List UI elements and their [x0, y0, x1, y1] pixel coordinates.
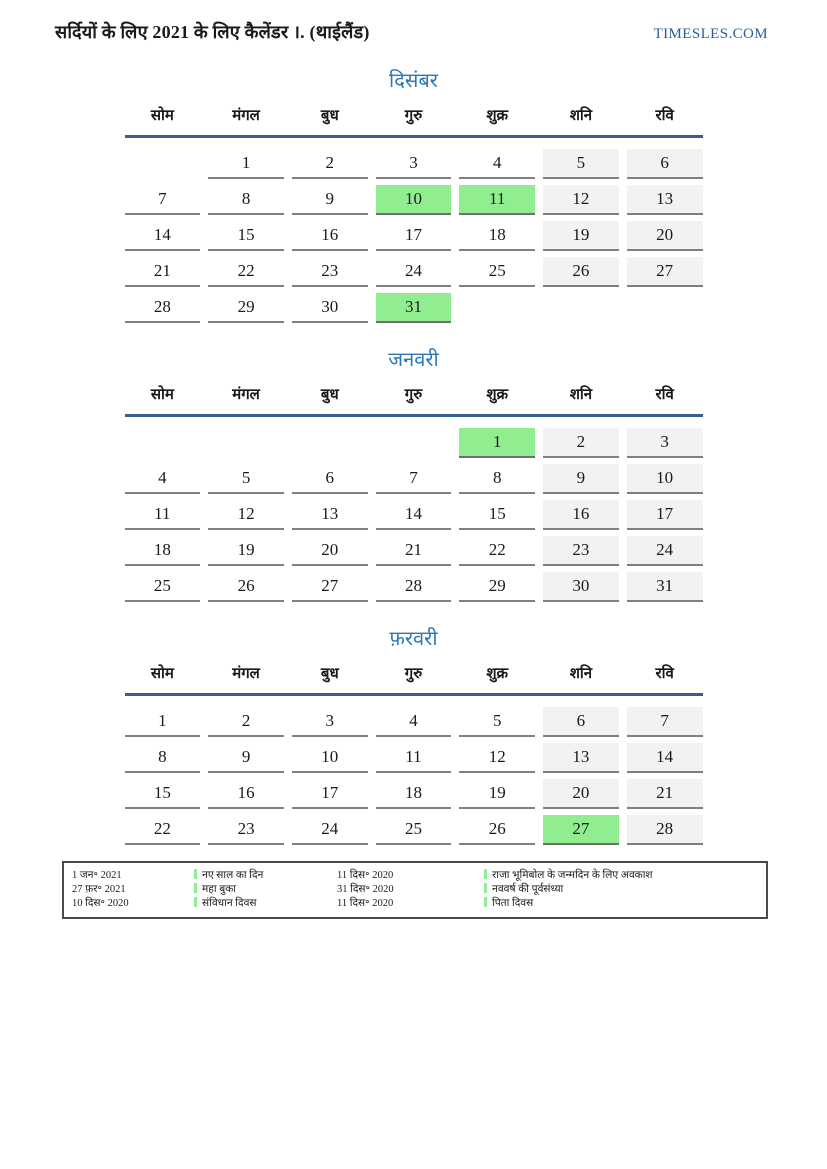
legend-holiday: [194, 897, 337, 910]
month-december: [125, 67, 703, 323]
day-cell: 12: [459, 743, 535, 773]
header: [0, 0, 827, 44]
day-cell: 23: [292, 257, 368, 287]
day-cell: 20: [627, 221, 703, 251]
day-cell: 17: [627, 500, 703, 530]
weekday-label: शनि: [569, 108, 593, 124]
legend-holiday: [484, 883, 758, 896]
day-cell: [376, 428, 452, 456]
legend-box: [62, 861, 768, 919]
day-cell: 15: [208, 221, 284, 251]
day-cell: 7: [627, 707, 703, 737]
day-cell: 19: [543, 221, 619, 251]
day-cell: 2: [208, 707, 284, 737]
day-cell: 31: [376, 293, 452, 323]
weekday-label: मंगल: [232, 108, 260, 124]
month-february: [125, 625, 703, 845]
day-cell: 29: [208, 293, 284, 323]
day-cell: 16: [292, 221, 368, 251]
day-cell: 3: [627, 428, 703, 458]
day-cell: 13: [292, 500, 368, 530]
day-cell: 13: [627, 185, 703, 215]
day-cell: 4: [376, 707, 452, 737]
day-cell: 9: [292, 185, 368, 215]
day-cell: 22: [208, 257, 284, 287]
weekday-label: सोम: [150, 666, 174, 682]
weekday-header-row: [125, 664, 703, 696]
day-cell: 16: [543, 500, 619, 530]
day-cell: 16: [208, 779, 284, 809]
day-cell: 19: [208, 536, 284, 566]
day-cell: 23: [208, 815, 284, 845]
month-title-february: फ़रवरी: [389, 628, 438, 650]
weekday-label: रवि: [655, 666, 674, 682]
day-cell: 1: [208, 149, 284, 179]
day-cell: 4: [125, 464, 201, 494]
weekday-label: बुध: [320, 666, 339, 682]
day-cell: 21: [376, 536, 452, 566]
weekday-label: शनि: [569, 666, 593, 682]
weekday-label: मंगल: [232, 387, 260, 403]
day-cell: 12: [543, 185, 619, 215]
day-cell: 21: [627, 779, 703, 809]
weekday-label: सोम: [150, 387, 174, 403]
weekday-label: मंगल: [232, 666, 260, 682]
day-grid-january: [125, 428, 703, 602]
day-cell: 26: [459, 815, 535, 845]
day-cell: 25: [376, 815, 452, 845]
legend-holiday: [484, 869, 758, 882]
day-cell: 1: [125, 707, 201, 737]
weekday-label: बुध: [320, 387, 339, 403]
legend-holiday: [484, 897, 758, 910]
day-cell: 30: [543, 572, 619, 602]
weekday-label: शुक्र: [486, 666, 509, 682]
day-cell: 27: [627, 257, 703, 287]
day-grid-december: [125, 149, 703, 323]
legend-holiday-name: नए साल का दिन: [202, 870, 264, 881]
weekday-label: गुरु: [404, 666, 423, 682]
calendar-area: [125, 67, 703, 845]
day-cell: 18: [376, 779, 452, 809]
day-cell: 24: [627, 536, 703, 566]
page-title: सर्दियों के लिए 2021 के लिए कैलेंडर ।. (थाईलैंड): [55, 22, 370, 42]
day-cell: [208, 428, 284, 456]
weekday-header-row: [125, 385, 703, 417]
day-cell: 3: [292, 707, 368, 737]
day-cell: 18: [459, 221, 535, 251]
day-cell: 14: [627, 743, 703, 773]
legend-holiday: [194, 883, 337, 896]
weekday-label: शुक्र: [486, 387, 509, 403]
legend-color-bar-icon: [484, 897, 487, 907]
day-cell: 30: [292, 293, 368, 323]
legend-holiday-name: पिता दिवस: [492, 898, 534, 909]
legend-color-bar-icon: [484, 869, 487, 879]
month-title-january: जनवरी: [388, 349, 439, 371]
legend-date: 11 दिस॰ 2020: [337, 898, 394, 909]
month-title-december: दिसंबर: [389, 70, 438, 92]
day-cell: 3: [376, 149, 452, 179]
day-cell: 20: [292, 536, 368, 566]
day-cell: 7: [125, 185, 201, 215]
day-cell: 9: [208, 743, 284, 773]
day-cell: 15: [125, 779, 201, 809]
day-cell: 8: [125, 743, 201, 773]
day-cell: 17: [292, 779, 368, 809]
legend-holiday: [194, 869, 337, 882]
day-cell: 27: [292, 572, 368, 602]
weekday-header-row: [125, 106, 703, 138]
day-cell: 6: [543, 707, 619, 737]
day-cell: 29: [459, 572, 535, 602]
day-cell: 26: [208, 572, 284, 602]
day-cell: 17: [376, 221, 452, 251]
day-cell: 6: [292, 464, 368, 494]
month-january: [125, 346, 703, 602]
legend-color-bar-icon: [194, 883, 197, 893]
day-cell: 10: [376, 185, 452, 215]
day-cell: 4: [459, 149, 535, 179]
day-cell: 24: [376, 257, 452, 287]
day-cell: 31: [627, 572, 703, 602]
day-cell: 11: [376, 743, 452, 773]
day-cell: 18: [125, 536, 201, 566]
day-grid-february: [125, 707, 703, 845]
weekday-label: रवि: [655, 387, 674, 403]
day-cell: 23: [543, 536, 619, 566]
day-cell: 5: [208, 464, 284, 494]
day-cell: 12: [208, 500, 284, 530]
legend-color-bar-icon: [194, 869, 197, 879]
day-cell: 28: [627, 815, 703, 845]
day-cell: [125, 149, 201, 177]
day-cell: 15: [459, 500, 535, 530]
weekday-label: शुक्र: [486, 108, 509, 124]
weekday-label: गुरु: [404, 387, 423, 403]
day-cell: 24: [292, 815, 368, 845]
legend-holiday-name: राजा भूमिबोल के जन्मदिन के लिए अवकाश: [492, 870, 653, 881]
legend-date: 1 जन॰ 2021: [72, 870, 122, 881]
day-cell: [125, 428, 201, 456]
day-cell: 7: [376, 464, 452, 494]
day-cell: 5: [459, 707, 535, 737]
weekday-label: बुध: [320, 108, 339, 124]
day-cell: 27: [543, 815, 619, 845]
day-cell: 1: [459, 428, 535, 458]
day-cell: 25: [125, 572, 201, 602]
day-cell: 28: [125, 293, 201, 323]
day-cell: 2: [543, 428, 619, 458]
site-link[interactable]: TIMESLES.COM: [653, 26, 768, 42]
day-cell: 20: [543, 779, 619, 809]
day-cell: 8: [459, 464, 535, 494]
day-cell: 9: [543, 464, 619, 494]
day-cell: 11: [459, 185, 535, 215]
day-cell: 8: [208, 185, 284, 215]
day-cell: 11: [125, 500, 201, 530]
day-cell: 21: [125, 257, 201, 287]
weekday-label: शनि: [569, 387, 593, 403]
legend-color-bar-icon: [194, 897, 197, 907]
day-cell: 13: [543, 743, 619, 773]
day-cell: 10: [627, 464, 703, 494]
weekday-label: गुरु: [404, 108, 423, 124]
legend-holiday-name: नववर्ष की पूर्वसंध्या: [492, 884, 564, 895]
day-cell: 10: [292, 743, 368, 773]
day-cell: 5: [543, 149, 619, 179]
day-cell: 14: [376, 500, 452, 530]
day-cell: 28: [376, 572, 452, 602]
weekday-label: सोम: [150, 108, 174, 124]
day-cell: [459, 293, 535, 321]
day-cell: 26: [543, 257, 619, 287]
weekday-label: रवि: [655, 108, 674, 124]
legend-holiday-name: संविधान दिवस: [202, 898, 257, 909]
legend-holiday-name: महा बुका: [202, 884, 236, 895]
day-cell: [292, 428, 368, 456]
legend-date: 10 दिस॰ 2020: [72, 898, 129, 909]
day-cell: 14: [125, 221, 201, 251]
legend-date: 11 दिस॰ 2020: [337, 870, 394, 881]
legend-color-bar-icon: [484, 883, 487, 893]
day-cell: 19: [459, 779, 535, 809]
legend-date: 31 दिस॰ 2020: [337, 884, 394, 895]
day-cell: 6: [627, 149, 703, 179]
day-cell: [543, 293, 619, 321]
day-cell: 2: [292, 149, 368, 179]
day-cell: 22: [125, 815, 201, 845]
day-cell: [627, 293, 703, 321]
legend-date: 27 फ़र॰ 2021: [72, 884, 126, 895]
day-cell: 25: [459, 257, 535, 287]
day-cell: 22: [459, 536, 535, 566]
